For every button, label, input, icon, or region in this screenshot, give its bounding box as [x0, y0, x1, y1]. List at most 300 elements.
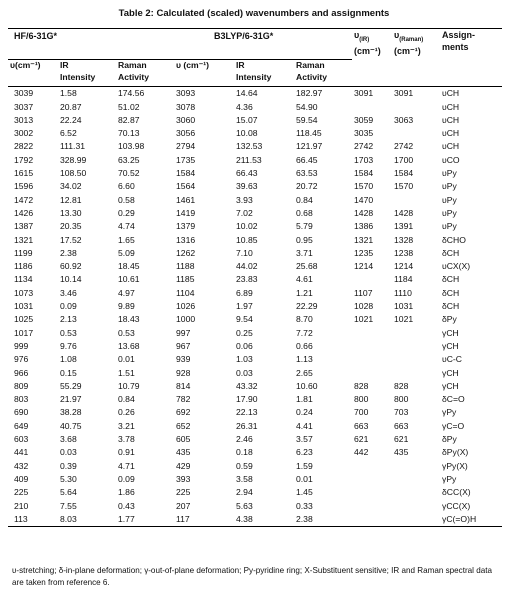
exp-ir-cell: 700 [354, 407, 369, 418]
exp-ir-cell: 3035 [354, 128, 374, 139]
b3lyp-raman-activity-cell: 1.13 [296, 354, 313, 365]
hf-raman-activity-cell: 1.65 [118, 234, 135, 245]
hf-raman-header [116, 60, 174, 87]
b3-ir-header-line2: Intensity [236, 71, 272, 82]
exp-raman-cell [392, 353, 440, 366]
exp-ir-cell: 1570 [354, 181, 374, 192]
hf-wavenumber-cell: 225 [14, 487, 29, 498]
hf-ir-intensity-cell: 3.46 [60, 287, 77, 298]
nu-ir-symbol: υ [354, 30, 360, 40]
hf-raman-activity-cell: 5.09 [118, 247, 135, 258]
b3lyp-wavenumber-cell: 1262 [176, 247, 196, 258]
hf-wavenumber-cell: 3013 [14, 114, 34, 125]
assignment-cell: υPy [442, 207, 457, 218]
b3lyp-raman-activity-cell: 0.01 [296, 473, 313, 484]
b3lyp-ir-intensity-cell: 43.32 [236, 380, 258, 391]
b3lyp-wavenumber-cell: 1188 [176, 261, 195, 272]
exp-ir-cell: 663 [354, 420, 369, 431]
exp-ir-cell [352, 367, 392, 380]
exp-ir-cell: 3059 [354, 114, 374, 125]
table-row [8, 154, 502, 167]
hf-wavenumber-cell: 1387 [14, 221, 34, 232]
assignment-cell: υPy [442, 168, 457, 179]
hf-ir-intensity-cell: 2.13 [60, 314, 77, 325]
b3lyp-wavenumber-cell: 1026 [176, 301, 196, 312]
hf-ir-intensity-cell: 5.64 [60, 487, 77, 498]
b3lyp-raman-activity-cell: 59.54 [296, 114, 318, 125]
hf-wavenumber-cell: 409 [14, 473, 29, 484]
b3lyp-wavenumber-cell: 3056 [176, 128, 196, 139]
hf-ir-intensity-cell: 0.03 [60, 447, 77, 458]
exp-ir-cell [352, 500, 392, 513]
hf-raman-activity-cell: 0.29 [118, 207, 135, 218]
table-row [8, 406, 502, 419]
hf-wavenumber-cell: 1017 [14, 327, 34, 338]
b3lyp-raman-activity-cell: 8.70 [296, 314, 313, 325]
hf-group-label: HF/6-31G* [8, 29, 174, 60]
hf-nu-header [8, 60, 58, 87]
table-row [8, 500, 502, 513]
b3lyp-wavenumber-cell: 967 [176, 340, 191, 351]
exp-ir-cell: 1584 [354, 168, 374, 179]
table-row [8, 313, 502, 326]
b3lyp-wavenumber-cell: 3078 [176, 101, 196, 112]
b3lyp-raman-activity-cell: 1.59 [296, 460, 313, 471]
exp-raman-cell: 1584 [394, 168, 414, 179]
b3lyp-wavenumber-cell: 652 [176, 420, 191, 431]
b3-nu-header-text: υ (cm⁻¹) [176, 60, 209, 71]
table-row [8, 260, 502, 273]
wavenumber-table [8, 28, 502, 527]
b3-nu-header [174, 60, 234, 87]
exp-raman-cell: 621 [394, 434, 409, 445]
b3lyp-wavenumber-cell: 692 [176, 407, 191, 418]
assignment-cell: γCH [442, 340, 459, 351]
b3lyp-ir-intensity-cell: 23.83 [236, 274, 258, 285]
exp-raman-cell: 800 [394, 394, 409, 405]
b3lyp-raman-activity-cell: 1.21 [296, 287, 313, 298]
b3lyp-ir-intensity-cell: 10.85 [236, 234, 258, 245]
exp-ir-cell: 828 [354, 380, 369, 391]
hf-raman-activity-cell: 103.98 [118, 141, 145, 152]
hf-raman-header-line1: Raman [118, 60, 147, 71]
hf-ir-intensity-cell: 38.28 [60, 407, 82, 418]
hf-raman-activity-cell: 174.56 [118, 88, 145, 99]
assignment-cell: δPy(X) [442, 447, 469, 458]
exp-raman-cell: 1428 [394, 207, 414, 218]
assignment-cell: γCH [442, 327, 459, 338]
b3lyp-raman-activity-cell: 2.65 [296, 367, 313, 378]
table-row [8, 327, 502, 340]
table-row [8, 127, 502, 140]
table-row [8, 140, 502, 153]
exp-ir-cell [352, 340, 392, 353]
hf-ir-intensity-cell: 60.92 [60, 261, 82, 272]
exp-ir-cell [352, 273, 392, 286]
hf-ir-intensity-cell: 7.55 [60, 500, 77, 511]
hf-ir-intensity-cell: 0.09 [60, 301, 77, 312]
hf-ir-intensity-cell: 20.87 [60, 101, 82, 112]
b3-raman-header [294, 60, 352, 87]
b3lyp-wavenumber-cell: 1419 [176, 207, 196, 218]
assignment-cell: δCC(X) [442, 487, 471, 498]
table-row [8, 353, 502, 366]
hf-raman-activity-cell: 4.74 [118, 221, 135, 232]
table-row [8, 420, 502, 433]
b3lyp-raman-activity-cell: 63.53 [296, 168, 318, 179]
hf-wavenumber-cell: 976 [14, 354, 29, 365]
hf-raman-activity-cell: 0.58 [118, 194, 135, 205]
b3lyp-raman-activity-cell: 4.61 [296, 274, 313, 285]
exp-ir-cell: 1107 [354, 287, 373, 298]
hf-raman-activity-cell: 0.09 [118, 473, 135, 484]
b3lyp-wavenumber-cell: 117 [174, 513, 234, 527]
b3lyp-raman-activity-cell: 2.38 [294, 513, 352, 527]
table-row [8, 207, 502, 220]
hf-raman-activity-cell: 1.51 [118, 367, 135, 378]
b3lyp-raman-activity-cell: 3.57 [296, 434, 313, 445]
exp-raman-cell: 1328 [394, 234, 414, 245]
table-row [8, 460, 502, 473]
hf-wavenumber-cell: 1186 [14, 261, 33, 272]
hf-raman-activity-cell: 18.45 [118, 261, 140, 272]
assignments-header-line1: Assign- [442, 30, 476, 40]
b3lyp-raman-activity-cell: 0.33 [296, 500, 313, 511]
hf-raman-activity-cell: 1.77 [116, 513, 174, 527]
b3lyp-wavenumber-cell: 2794 [176, 141, 196, 152]
exp-raman-cell: 703 [394, 407, 409, 418]
b3lyp-wavenumber-cell: 435 [176, 447, 191, 458]
hf-wavenumber-cell: 966 [14, 367, 29, 378]
b3lyp-ir-intensity-cell: 17.90 [236, 394, 258, 405]
b3lyp-raman-activity-cell: 0.68 [296, 207, 313, 218]
b3-raman-header-line2: Activity [296, 71, 328, 82]
b3lyp-ir-intensity-cell: 1.97 [236, 301, 253, 312]
hf-raman-activity-cell: 4.97 [118, 287, 135, 298]
b3-raman-header-line1: Raman [296, 60, 325, 71]
hf-wavenumber-cell: 1321 [14, 234, 34, 245]
nu-ir-unit: (cm⁻¹) [354, 46, 381, 57]
hf-wavenumber-cell: 1134 [14, 274, 33, 285]
b3lyp-wavenumber-cell: 429 [176, 460, 191, 471]
hf-ir-intensity-cell: 1.58 [60, 88, 77, 99]
hf-raman-activity-cell: 70.52 [118, 168, 140, 179]
hf-ir-intensity-cell: 40.75 [60, 420, 82, 431]
b3lyp-ir-intensity-cell: 7.02 [236, 207, 253, 218]
assignments-header-line2: ments [442, 41, 469, 52]
table-title: Table 2: Calculated (scaled) wavenumbers and assignments [118, 8, 390, 19]
exp-raman-cell: 3091 [394, 88, 414, 99]
b3lyp-wavenumber-cell: 605 [176, 434, 191, 445]
table-row [8, 380, 502, 393]
b3lyp-wavenumber-cell: 3093 [176, 88, 196, 99]
hf-wavenumber-cell: 3002 [14, 128, 34, 139]
table-row [8, 167, 502, 180]
nu-raman-header-spacer [392, 60, 440, 87]
b3lyp-wavenumber-cell: 393 [176, 473, 191, 484]
b3-ir-header-line1: IR [236, 60, 245, 71]
footnote: υ-stretching; δ-in-plane deformation; γ-out-of-plane deformation; Py-pyridine ring; X-Substituent sensitive; IR and Raman spectral data are taken from reference 6. [12, 566, 492, 587]
b3lyp-ir-intensity-cell: 7.10 [236, 247, 253, 258]
assignments-header-spacer [440, 60, 502, 87]
b3lyp-raman-activity-cell: 10.60 [296, 380, 318, 391]
hf-ir-intensity-cell: 10.14 [60, 274, 82, 285]
exp-raman-cell: 1391 [394, 221, 414, 232]
b3lyp-ir-intensity-cell: 10.08 [236, 128, 258, 139]
table-row [8, 101, 502, 114]
b3lyp-ir-intensity-cell: 0.25 [236, 327, 253, 338]
b3lyp-wavenumber-cell: 928 [176, 367, 191, 378]
exp-ir-cell: 1428 [354, 207, 374, 218]
b3lyp-wavenumber-cell: 1316 [176, 234, 196, 245]
hf-ir-intensity-cell: 0.53 [60, 327, 77, 338]
exp-ir-cell [352, 513, 392, 527]
exp-ir-cell [352, 473, 392, 486]
exp-ir-cell: 1021 [354, 314, 374, 325]
assignment-cell: γPy(X) [442, 460, 468, 471]
table-row [8, 367, 502, 380]
exp-ir-cell: 1386 [354, 221, 374, 232]
exp-raman-cell [392, 486, 440, 499]
table-row [8, 513, 502, 527]
hf-wavenumber-cell: 1073 [14, 287, 34, 298]
b3lyp-raman-activity-cell: 3.71 [296, 247, 313, 258]
exp-ir-cell: 3091 [354, 88, 374, 99]
exp-ir-cell: 1470 [354, 194, 374, 205]
nu-ir-header-spacer [352, 60, 392, 87]
exp-raman-cell: 663 [394, 420, 409, 431]
b3lyp-wavenumber-cell: 3060 [176, 114, 196, 125]
b3lyp-ir-intensity-cell: 4.38 [234, 513, 294, 527]
b3lyp-ir-intensity-cell: 2.94 [236, 487, 253, 498]
table-row [8, 473, 502, 486]
b3lyp-wavenumber-cell: 814 [176, 380, 191, 391]
hf-ir-intensity-cell: 9.76 [60, 340, 77, 351]
assignment-cell: γC=O [442, 420, 465, 431]
hf-raman-activity-cell: 18.43 [118, 314, 140, 325]
b3lyp-wavenumber-cell: 1735 [176, 154, 196, 165]
hf-wavenumber-cell: 2822 [14, 141, 34, 152]
hf-nu-header-text: υ(cm⁻¹) [10, 60, 41, 71]
exp-ir-cell: 2742 [354, 141, 374, 152]
assignment-cell: γCH [442, 367, 459, 378]
b3lyp-raman-activity-cell: 121.97 [296, 141, 323, 152]
exp-raman-cell: 1570 [394, 181, 414, 192]
b3lyp-raman-activity-cell: 182.97 [296, 88, 323, 99]
b3lyp-ir-intensity-cell: 26.31 [236, 420, 258, 431]
hf-wavenumber-cell: 1031 [14, 301, 34, 312]
hf-ir-intensity-cell: 1.08 [60, 354, 77, 365]
exp-raman-cell: 1700 [394, 154, 414, 165]
b3lyp-ir-intensity-cell: 6.89 [236, 287, 253, 298]
nu-raman-symbol: υ [394, 30, 400, 40]
exp-ir-cell [352, 460, 392, 473]
exp-raman-cell [392, 340, 440, 353]
hf-wavenumber-cell: 441 [14, 447, 29, 458]
exp-raman-cell: 1238 [394, 247, 414, 258]
exp-ir-cell [352, 327, 392, 340]
hf-wavenumber-cell: 690 [14, 407, 29, 418]
hf-raman-activity-cell: 0.84 [118, 394, 135, 405]
table-row [8, 114, 502, 127]
assignment-cell: γPy [442, 473, 457, 484]
b3lyp-ir-intensity-cell: 15.07 [236, 114, 258, 125]
exp-ir-cell: 1235 [354, 247, 374, 258]
hf-wavenumber-cell: 210 [14, 500, 29, 511]
nu-raman-unit: (cm⁻¹) [394, 46, 421, 57]
hf-ir-intensity-cell: 55.29 [60, 380, 82, 391]
assignment-cell: υPy [442, 181, 457, 192]
b3lyp-wavenumber-cell: 1104 [176, 287, 195, 298]
b3lyp-wavenumber-cell: 997 [176, 327, 191, 338]
table-row [8, 234, 502, 247]
exp-raman-cell: 1021 [394, 314, 414, 325]
b3lyp-wavenumber-cell: 207 [176, 500, 191, 511]
hf-wavenumber-cell: 1025 [14, 314, 34, 325]
hf-raman-activity-cell: 1.86 [118, 487, 135, 498]
exp-raman-cell: 3063 [394, 114, 414, 125]
assignment-cell: γC(=O)H [440, 513, 502, 527]
hf-ir-header [58, 60, 116, 87]
b3lyp-ir-intensity-cell: 1.03 [236, 354, 253, 365]
table-row [8, 194, 502, 207]
table-row [8, 393, 502, 406]
hf-ir-intensity-cell: 0.39 [60, 460, 77, 471]
b3lyp-raman-activity-cell: 1.45 [296, 487, 313, 498]
assignment-cell: δCH [442, 247, 460, 258]
b3lyp-raman-activity-cell: 1.81 [296, 394, 313, 405]
assignment-cell: υCH [442, 114, 460, 125]
hf-ir-intensity-cell: 5.30 [60, 473, 77, 484]
hf-raman-activity-cell: 0.91 [118, 447, 135, 458]
hf-wavenumber-cell: 999 [14, 340, 29, 351]
table-row [8, 220, 502, 233]
b3lyp-ir-intensity-cell: 211.53 [236, 154, 262, 165]
exp-ir-cell: 1214 [354, 261, 374, 272]
hf-ir-intensity-cell: 2.38 [60, 247, 77, 258]
nu-raman-header [392, 29, 440, 60]
assignment-cell: γPy [442, 407, 457, 418]
assignment-cell: υCX(X) [442, 261, 471, 272]
hf-ir-intensity-cell: 3.68 [60, 434, 77, 445]
hf-wavenumber-cell: 649 [14, 420, 29, 431]
hf-raman-activity-cell: 3.78 [118, 434, 135, 445]
exp-ir-cell: 621 [354, 434, 369, 445]
table-row [8, 287, 502, 300]
assignment-cell: υCO [442, 154, 460, 165]
b3lyp-raman-activity-cell: 5.79 [296, 221, 313, 232]
hf-raman-activity-cell: 82.87 [118, 114, 140, 125]
hf-wavenumber-cell: 3039 [14, 88, 34, 99]
table-row [8, 486, 502, 499]
assignment-cell: γCC(X) [442, 500, 471, 511]
assignment-cell: δPy [442, 434, 457, 445]
hf-raman-activity-cell: 63.25 [118, 154, 140, 165]
hf-ir-header-line1: IR [60, 60, 69, 71]
hf-ir-intensity-cell: 21.97 [60, 394, 82, 405]
hf-raman-activity-cell: 9.89 [118, 301, 135, 312]
assignments-header [440, 29, 502, 60]
group-header-row [8, 29, 502, 60]
hf-wavenumber-cell: 1615 [14, 168, 34, 179]
exp-raman-cell: 1110 [394, 287, 412, 298]
b3lyp-raman-activity-cell: 66.45 [296, 154, 318, 165]
b3lyp-ir-intensity-cell: 3.58 [236, 473, 253, 484]
hf-ir-intensity-cell: 108.50 [60, 168, 87, 179]
exp-raman-cell: 828 [394, 380, 409, 391]
b3lyp-ir-intensity-cell: 2.46 [236, 434, 253, 445]
nu-raman-subscript: (Raman) [399, 36, 424, 43]
hf-ir-intensity-cell: 8.03 [58, 513, 116, 527]
assignment-cell: γCH [442, 380, 459, 391]
b3lyp-raman-activity-cell: 54.90 [296, 101, 318, 112]
b3lyp-ir-intensity-cell: 10.02 [236, 221, 258, 232]
assignment-cell: υCH [442, 128, 460, 139]
assignment-cell: δCH [442, 274, 460, 285]
exp-raman-cell: 1214 [394, 261, 414, 272]
hf-raman-activity-cell: 3.21 [118, 420, 135, 431]
hf-wavenumber-cell: 809 [14, 380, 29, 391]
hf-raman-activity-cell: 0.01 [118, 354, 135, 365]
b3lyp-ir-intensity-cell: 3.93 [236, 194, 253, 205]
exp-ir-cell [352, 353, 392, 366]
assignment-cell: δPy [442, 314, 457, 325]
b3lyp-ir-intensity-cell: 132.53 [236, 141, 263, 152]
hf-wavenumber-cell: 1792 [14, 154, 34, 165]
b3lyp-wavenumber-cell: 1000 [176, 314, 196, 325]
b3lyp-raman-activity-cell: 7.72 [296, 327, 313, 338]
assignment-cell: υC-C [442, 354, 462, 365]
b3lyp-ir-intensity-cell: 66.43 [236, 168, 258, 179]
exp-raman-cell [392, 513, 440, 527]
hf-raman-activity-cell: 70.13 [118, 128, 140, 139]
assignment-cell: υPy [442, 194, 457, 205]
b3lyp-raman-activity-cell: 6.23 [296, 447, 313, 458]
hf-raman-activity-cell: 10.79 [118, 380, 140, 391]
b3lyp-ir-intensity-cell: 5.63 [236, 500, 253, 511]
table-row [8, 87, 502, 101]
table-row [8, 300, 502, 313]
b3lyp-raman-activity-cell: 4.41 [296, 420, 313, 431]
table-row [8, 180, 502, 193]
hf-wavenumber-cell: 803 [14, 394, 29, 405]
b3lyp-group-label: B3LYP/6-31G* [174, 29, 352, 60]
hf-raman-activity-cell: 0.53 [118, 327, 135, 338]
exp-ir-cell: 1703 [354, 154, 374, 165]
b3lyp-ir-intensity-cell: 22.13 [236, 407, 258, 418]
hf-ir-intensity-cell: 111.31 [60, 141, 86, 152]
table-row [8, 247, 502, 260]
b3lyp-ir-intensity-cell: 0.06 [236, 340, 253, 351]
hf-wavenumber-cell: 603 [14, 434, 29, 445]
assignment-cell: δCH [442, 301, 460, 312]
assignment-cell: υCH [442, 141, 460, 152]
hf-ir-intensity-cell: 6.52 [60, 128, 77, 139]
hf-raman-header-line2: Activity [118, 71, 150, 82]
b3lyp-raman-activity-cell: 20.72 [296, 181, 318, 192]
assignment-cell: δC=O [442, 394, 465, 405]
assignment-cell: υCH [442, 88, 460, 99]
assignment-cell: υPy [442, 221, 457, 232]
exp-raman-cell [392, 127, 440, 140]
b3lyp-wavenumber-cell: 1584 [176, 168, 196, 179]
hf-raman-activity-cell: 13.68 [118, 340, 140, 351]
exp-raman-cell: 1031 [394, 301, 414, 312]
exp-raman-cell [392, 101, 440, 114]
hf-raman-activity-cell: 0.43 [118, 500, 135, 511]
b3lyp-wavenumber-cell: 1564 [176, 181, 196, 192]
b3lyp-ir-intensity-cell: 14.64 [236, 88, 258, 99]
